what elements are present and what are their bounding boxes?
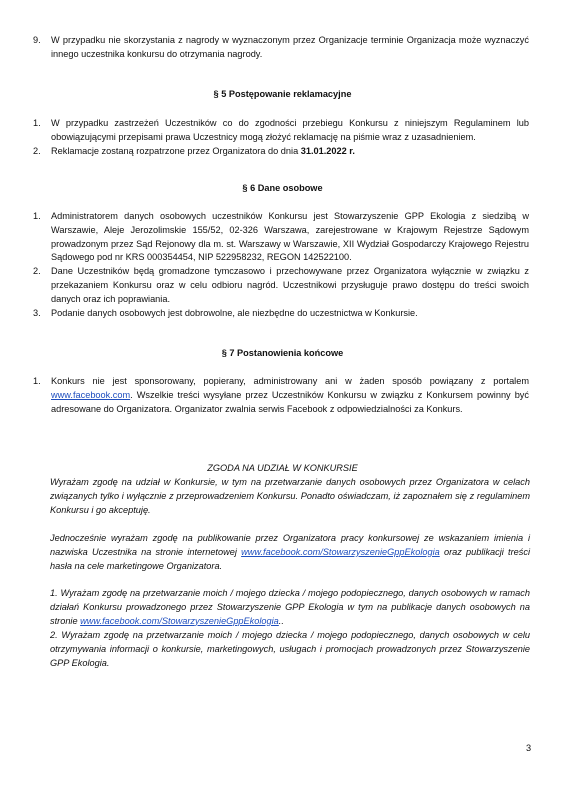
consent-p3-before: 1. Wyrażam zgodę na przetwarzanie moich / mojego dziecka / mojego podopiecznego, danych osobowych w ramach działań Konkursu prowadzonego przez Stowarzyszenie GPP Ekologia w tym na publikacje danych osobowych na stronie	[50, 588, 530, 626]
page-number: 3	[526, 743, 532, 753]
list-item-text: Dane Uczestników będą gromadzone tymczasowo i przechowywane przez Organizatora wyłącznie w związku z przekazaniem Konkursu oraz w celu odbioru nagród. Uczestnikowi przysługuje prawo dostępu do treści swoich danych oraz ich poprawiania.	[51, 266, 529, 304]
list-item-text: W przypadku nie skorzystania z nagrody w wyznaczonym przez Organizacje terminie Organizacja może wyznaczyć innego uczestnika konkursu do otrzymania nagrody.	[51, 35, 529, 59]
list-item-text: Podanie danych osobowych jest dobrowolne, ale niezbędne do uczestnictwa w Konkursie.	[51, 308, 418, 318]
consent-paragraph-4: 2. Wyrażam zgodę na przetwarzanie moich / mojego dziecka / mojego podopiecznego, danych osobowych w celu otrzymywania informacji o konkursie, marketingowych, usługach i promocjach prowadzonych przez Stowarzyszenie GPP Ekologia.	[50, 630, 530, 668]
deadline-date: 31.01.2022 r.	[300, 146, 355, 156]
list-item-text: Administratorem danych osobowych uczestników Konkursu jest Stowarzyszenie GPP Ekologia z siedzibą w Warszawie, Aleje Jerozolimskie 155/52, 02-326 Warszawa, zarejestrowane w Krajowym Rejestrze Sądowym prowadzonym przez Sąd Rejonowy dla m. st. Warszawy w Warszawie, XII Wydział Gospodarczy Krajowego Rejestru Sądowego pod nr KRS 000354454, NIP 522958232, REGON 142522100.	[51, 211, 529, 263]
section-5-item-1	[33, 117, 529, 145]
consent-paragraph-1: Wyrażam zgodę na udział w Konkursie, w tym na przetwarzanie danych osobowych przez Organizatora w celach związanych tylko i wyłącznie z przeprowadzeniem Konkursu. Ponadto oświadczam, iż zapoznałem się z regulaminem Konkursu i go akceptuję.	[50, 477, 530, 515]
section-5-item-2	[33, 145, 529, 159]
consent-paragraph-2	[50, 532, 530, 573]
list-item-text	[51, 145, 529, 159]
list-item-number: 1.	[33, 118, 41, 128]
section-7-item-1	[33, 375, 529, 416]
konkurs-text-before: Konkurs nie jest sponsorowany, popierany, administrowany ani w żaden sposób powiązany z portalem	[51, 376, 529, 386]
consent-p3-after: ..	[278, 615, 284, 626]
section-7-heading: § 7 Postanowienia końcowe	[221, 348, 344, 358]
konkurs-text-after: . Wszelkie treści wysyłane przez Uczestników Konkursu w związku z Konkursem powinny być adresowane do Organizatora. Organizator zwalnia serwis Facebook z odpowiedzialności za Konkurs.	[51, 389, 529, 414]
list-item-number: 9.	[33, 35, 41, 45]
consent-paragraph-3	[50, 587, 530, 628]
list-item-number: 2.	[33, 146, 41, 156]
list-item-9	[33, 34, 529, 62]
list-item-number: 3.	[33, 308, 41, 318]
section-6-heading: § 6 Dane osobowe	[242, 183, 323, 193]
list-item-number: 2.	[33, 266, 41, 276]
facebook-link[interactable]: www.facebook.com	[51, 389, 131, 400]
facebook-page-link[interactable]: www.facebook.com/StowarzyszenieGppEkologia	[80, 615, 279, 626]
list-item-number: 1.	[33, 211, 41, 221]
list-item-number: 1.	[33, 376, 41, 386]
facebook-page-link[interactable]: www.facebook.com/StowarzyszenieGppEkologia	[241, 546, 440, 557]
section-6-item-1	[33, 210, 529, 265]
consent-title: ZGODA NA UDZIAŁ W KONKURSIE	[207, 463, 358, 473]
consent-p2-before: Jednocześnie wyrażam zgodę na publikowanie przez Organizatora pracy konkursowej ze wskazaniem imienia i nazwiska Uczestnika na stronie internetowej	[50, 533, 530, 557]
list-item-text	[51, 375, 529, 416]
reklamacje-text: Reklamacje zostaną rozpatrzone przez Organizatora do dnia	[51, 146, 301, 156]
section-5-heading: § 5 Postępowanie reklamacyjne	[213, 89, 352, 99]
list-item-text: W przypadku zastrzeżeń Uczestników co do zgodności przebiegu Konkursu z niniejszym Regulaminem lub obowiązującymi przepisami prawa Uczestnicy mogą złożyć reklamację na piśmie wraz z uzasadnieniem.	[51, 118, 529, 142]
section-6-item-3	[33, 307, 529, 321]
consent-p2-after: oraz publikacji treści hasła na cele marketingowe Organizatora.	[50, 546, 530, 571]
section-6-item-2	[33, 265, 529, 306]
